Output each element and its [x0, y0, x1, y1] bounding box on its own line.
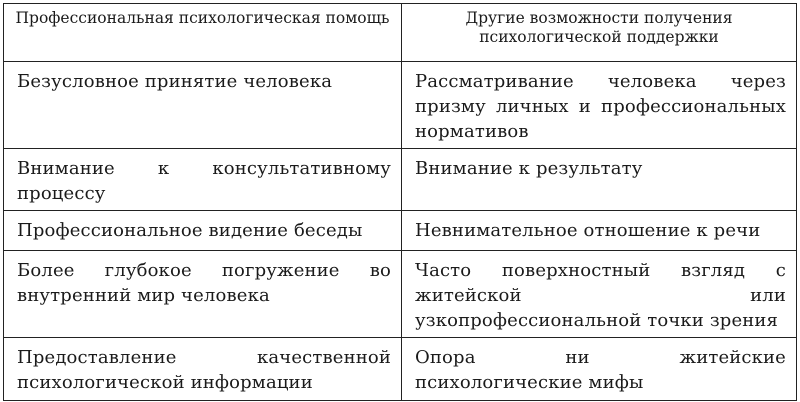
table-row	[4, 149, 797, 211]
comparison-table	[3, 3, 797, 401]
cell-text: Рассматривание человека через призму личных и профессиональных нормативов	[415, 71, 786, 142]
cell-other	[402, 149, 797, 211]
comparison-table-container	[3, 3, 796, 399]
cell-text: Внимание к консультативному процессу	[17, 158, 391, 204]
table-body	[4, 62, 797, 401]
table-header	[4, 4, 797, 62]
table-row	[4, 338, 797, 401]
cell-professional	[4, 338, 402, 401]
cell-other	[402, 251, 797, 338]
cell-text: Более глубокое погружение во внутренний мир человека	[17, 260, 391, 306]
cell-text: Предоставление качественной психологической информации	[17, 347, 391, 393]
table-row	[4, 211, 797, 251]
cell-other	[402, 338, 797, 401]
cell-professional	[4, 62, 402, 149]
cell-text: Невнимательное отношение к речи	[415, 220, 761, 241]
cell-text: Опора ни житейские психологические мифы	[415, 347, 786, 393]
cell-other	[402, 211, 797, 251]
table-row	[4, 251, 797, 338]
cell-professional	[4, 251, 402, 338]
header-other-support: Другие возможности получения психологической поддержки	[402, 4, 797, 62]
cell-other	[402, 62, 797, 149]
cell-text: Часто поверхностный взгляд с житейской или узкопрофессиональной точки зрения	[415, 260, 786, 331]
cell-text: Безусловное принятие человека	[17, 71, 333, 92]
cell-text: Профессиональное видение беседы	[17, 220, 363, 241]
table-row	[4, 62, 797, 149]
cell-professional	[4, 149, 402, 211]
cell-professional	[4, 211, 402, 251]
cell-text: Внимание к результату	[415, 158, 643, 179]
header-row	[4, 4, 797, 62]
header-professional-help: Профессиональная психологическая помощь	[4, 4, 402, 62]
